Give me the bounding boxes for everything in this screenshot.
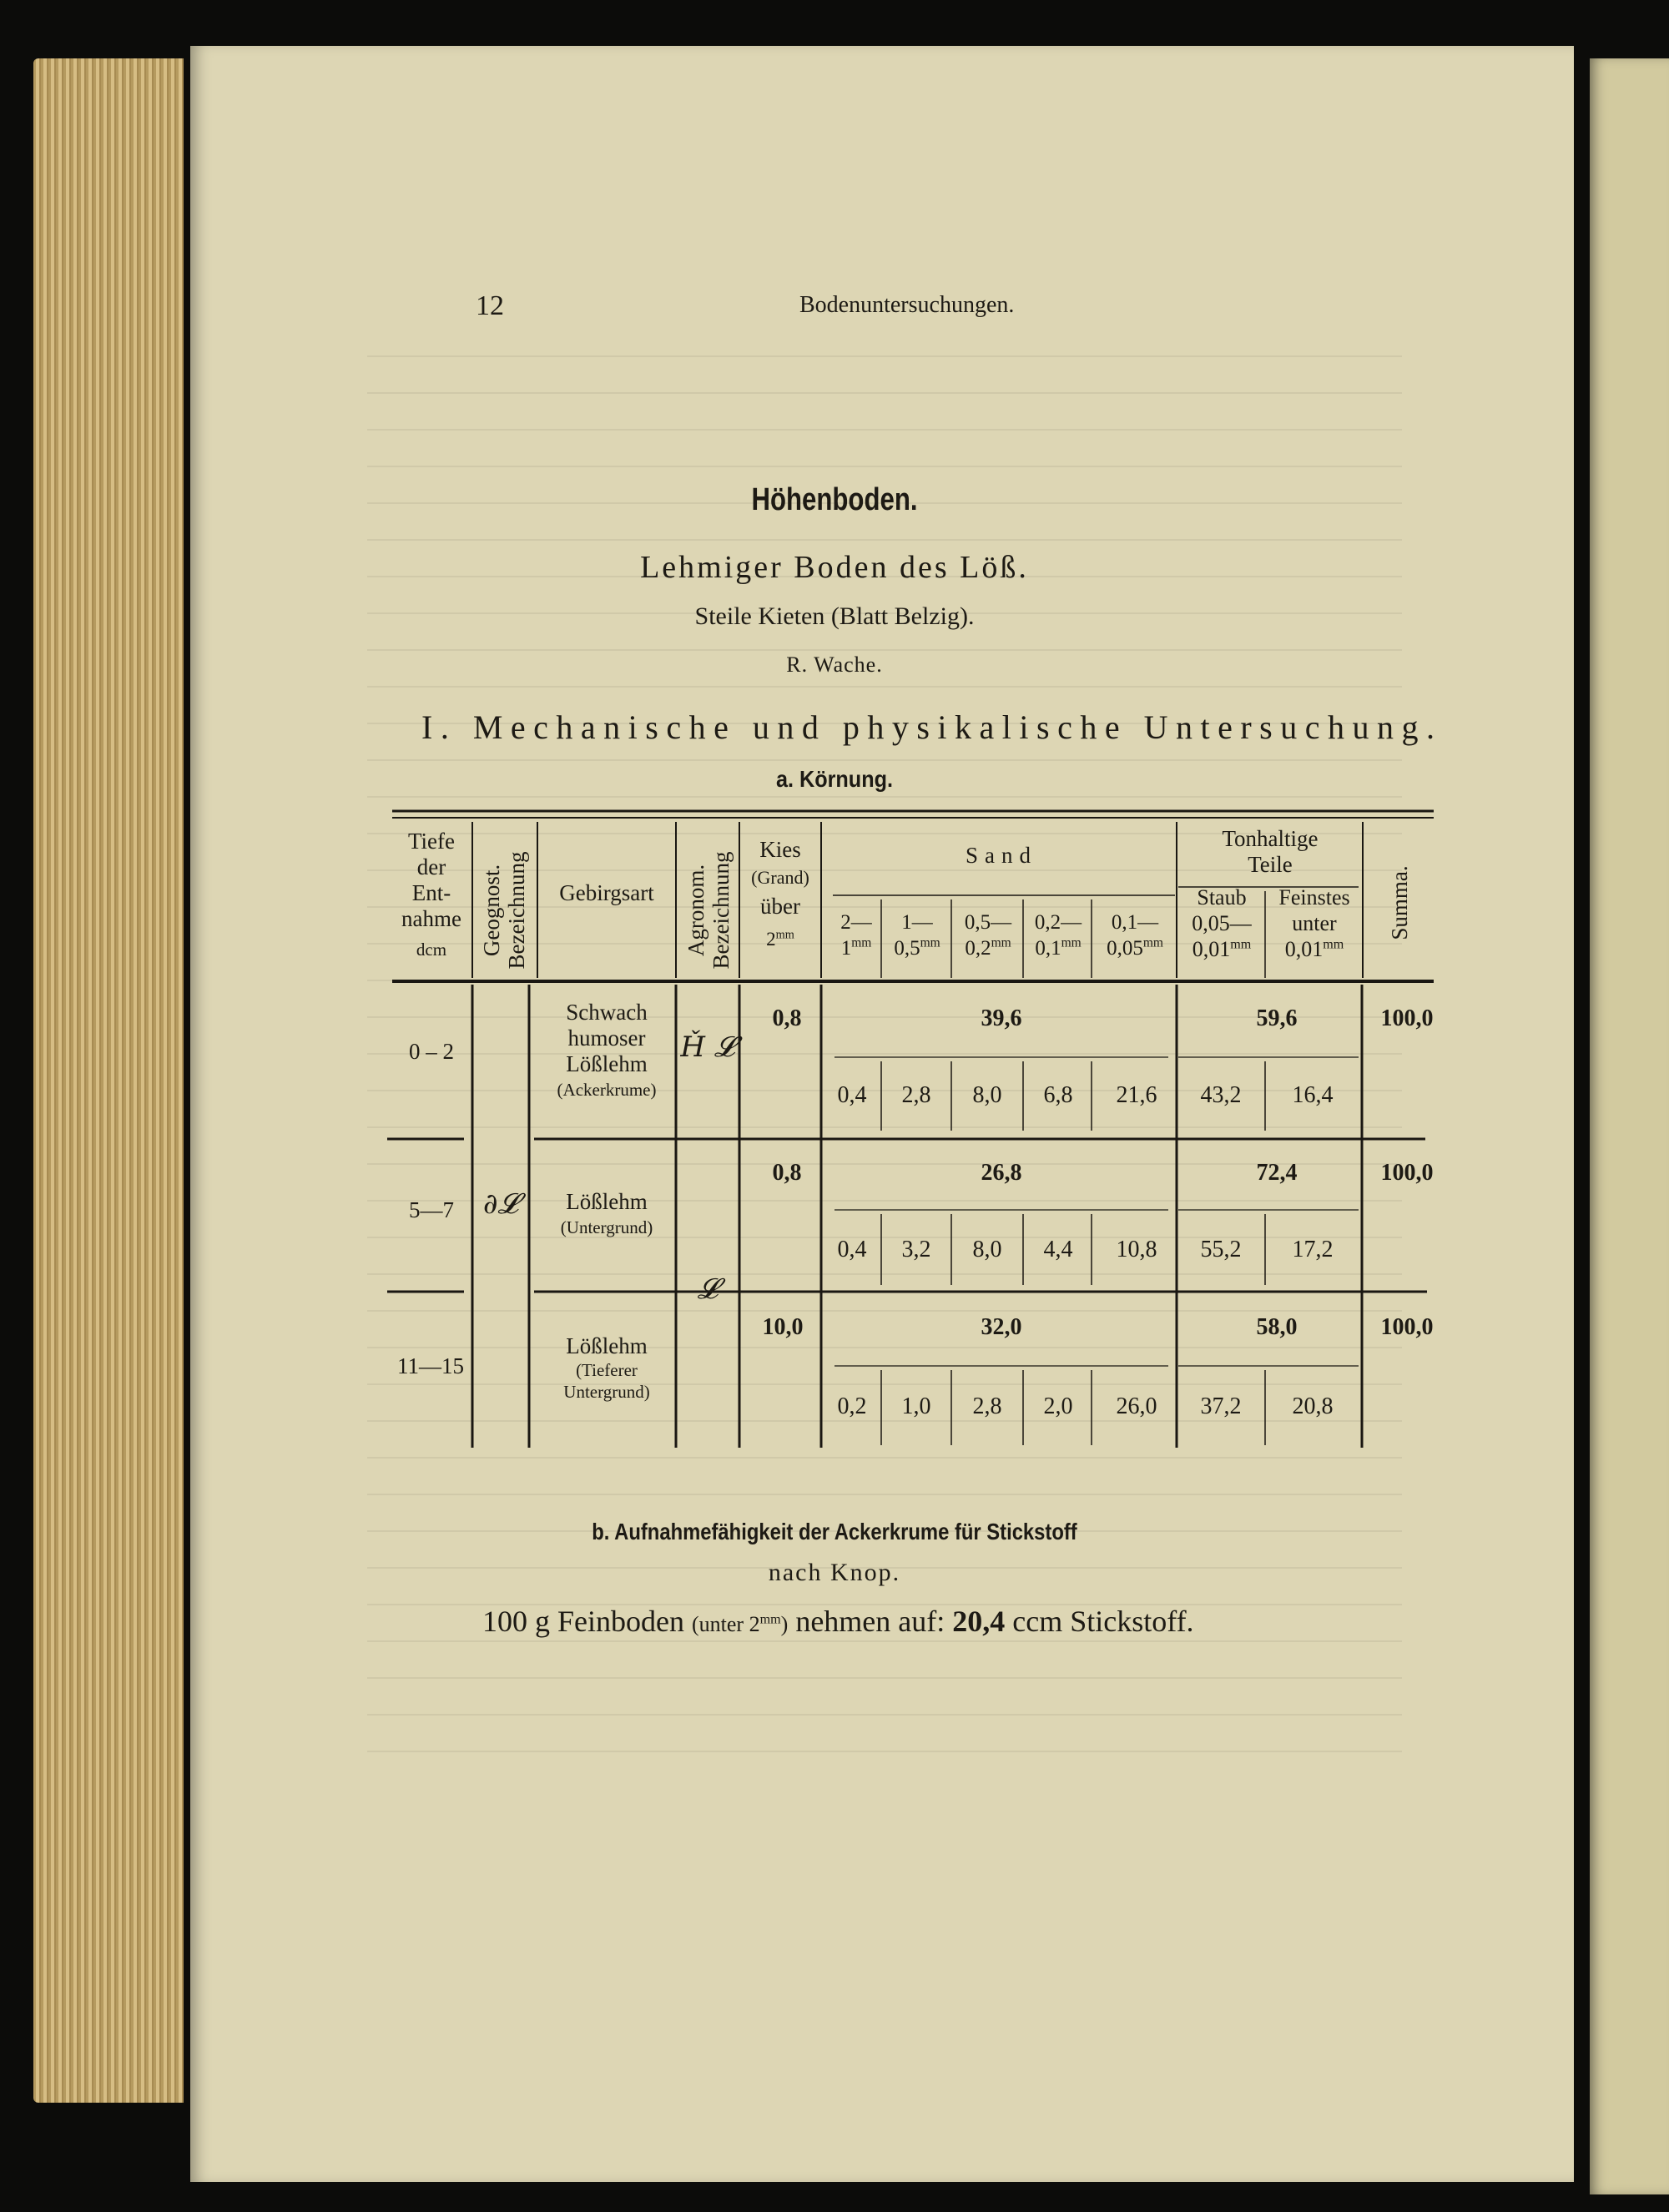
header-clay [1178, 826, 1362, 878]
row-1-depth: 0 – 2 [409, 1039, 454, 1064]
header-agronom [683, 827, 735, 994]
row-3-depth: 11—15 [397, 1353, 464, 1378]
header-sand-01-005: 0,1— $0,05^{mm}$ [1093, 909, 1177, 961]
header-rock-type: Gebirgsart [559, 880, 654, 905]
row-3-gravel: 10,0 [762, 1314, 804, 1340]
row-2-rock-type [539, 1189, 674, 1241]
row-2-rock-line-2: (Untergrund) [560, 1217, 653, 1237]
header-depth-unit: dcm [416, 940, 447, 960]
header-sand: Sand [966, 843, 1037, 868]
row-1-agronom-symbol: Ȟ 𝓛 [680, 1030, 735, 1064]
row-1-sand-01-005: 21,6 [1116, 1082, 1157, 1108]
row-2-sand-2-1: 0,4 [837, 1237, 867, 1262]
result-value: 20,4 [952, 1605, 1006, 1638]
section-b-method: nach Knop. [768, 1559, 901, 1586]
row-1-sand-2-1: 0,4 [837, 1082, 867, 1108]
header-depth-line-3: Ent- [411, 880, 451, 905]
row-1-sand-05-02: 8,0 [972, 1082, 1002, 1108]
row-3-rock-line-1: Lößlehm [566, 1333, 648, 1358]
row-2-gravel: 0,8 [772, 1160, 802, 1186]
header-gravel-line-2: (Grand) [751, 867, 809, 888]
section-b-result [482, 1604, 1194, 1639]
row-1-clay-total: 59,6 [1256, 1005, 1298, 1031]
header-sand-1-05: 1— $0,5^{mm}$ [883, 909, 951, 961]
soil-type-subtitle: Lehmiger Boden des Löß. [640, 550, 1029, 585]
agronom-symbol-lower: 𝓛 [697, 1272, 719, 1306]
row-1-sand-1-05: 2,8 [901, 1082, 931, 1108]
row-1-sand-02-01: 6,8 [1043, 1082, 1073, 1108]
row-3-clay-finest: 20,8 [1292, 1393, 1334, 1419]
row-2-clay-dust: 55,2 [1200, 1237, 1242, 1262]
row-1-gravel: 0,8 [772, 1005, 802, 1031]
header-sand-02-01-from: 0,2— [1034, 911, 1082, 934]
row-3-clay-total: 58,0 [1256, 1314, 1298, 1340]
header-sand-05-02-from: 0,5— [964, 911, 1012, 934]
row-3-rock-type [539, 1333, 674, 1403]
row-2-sand-total: 26,8 [981, 1160, 1022, 1186]
row-3-sand-2-1: 0,2 [837, 1393, 867, 1419]
header-geognost [479, 827, 531, 994]
row-1-sand-total: 39,6 [981, 1005, 1022, 1031]
row-2-depth: 5—7 [409, 1197, 454, 1222]
header-clay-finest-line-2: unter [1292, 911, 1337, 935]
row-2-sand-1-05: 3,2 [901, 1237, 931, 1262]
header-depth-line-1: Tiefe [407, 829, 455, 854]
header-sand-02-01: 0,2— $0,1^{mm}$ [1025, 909, 1092, 961]
row-3-sand-02-01: 2,0 [1043, 1393, 1073, 1419]
row-1-rock-line-2: humoser [567, 1025, 646, 1051]
page-title: Höhenboden. [751, 482, 918, 517]
row-2-sand-05-02: 8,0 [972, 1237, 1002, 1262]
header-agronom-line-1: Agronom. [683, 864, 708, 957]
row-1-rock-line-4: (Ackerkrume) [557, 1080, 657, 1100]
row-3-sum: 100,0 [1380, 1314, 1434, 1340]
section-b-heading: b. Aufnahmefähigkeit der Ackerkrume für Stickstoff [592, 1519, 1077, 1544]
header-depth-line-2: der [416, 854, 446, 879]
header-clay-line-1: Tonhaltige [1222, 826, 1319, 851]
row-2-sand-02-01: 4,4 [1043, 1237, 1073, 1262]
result-prefix: 100 g Feinboden [482, 1605, 684, 1638]
row-1-rock-line-1: Schwach [566, 1000, 648, 1025]
header-gravel-line-4: $2^{mm}$ [766, 928, 794, 950]
subsection-heading: a. Körnung. [775, 766, 893, 792]
header-sum: Summa. [1387, 865, 1412, 940]
running-title: Bodenuntersuchungen. [799, 292, 1015, 318]
header-geognost-line-2: Bezeichnung [504, 851, 529, 970]
header-clay-dust-line-2: 0,05— [1192, 911, 1252, 935]
section-heading: I. Mechanische und physikalische Untersuchung. [421, 708, 1443, 746]
row-3-sand-05-02: 2,8 [972, 1393, 1002, 1419]
row-1-clay-dust: 43,2 [1200, 1082, 1242, 1108]
header-depth [392, 829, 471, 963]
header-geognost-line-1: Geognost. [479, 864, 504, 957]
row-2-sand-01-005: 10,8 [1116, 1237, 1157, 1262]
result-unit: (unter $2^{mm}$) [691, 1612, 789, 1636]
geognost-symbol: ∂𝓛 [482, 1187, 519, 1221]
author-line: R. Wache. [786, 653, 883, 677]
row-1-rock-type [539, 1000, 674, 1103]
header-sand-01-005-from: 0,1— [1111, 911, 1159, 934]
header-clay-dust: Staub 0,05— $0,01^{mm}$ [1178, 884, 1265, 962]
row-3-sand-1-05: 1,0 [901, 1393, 931, 1419]
row-2-clay-finest: 17,2 [1292, 1237, 1334, 1262]
header-depth-line-4: nahme [401, 906, 461, 931]
header-agronom-line-2: Bezeichnung [708, 851, 734, 970]
header-sand-1-05-from: 1— [901, 911, 933, 934]
row-3-rock-line-2: (Tieferer [576, 1360, 638, 1380]
result-verb: nehmen auf: [795, 1605, 945, 1638]
header-clay-dust-line-1: Staub [1197, 885, 1247, 909]
row-3-sand-total: 32,0 [981, 1314, 1022, 1340]
header-gravel-line-3: über [760, 894, 800, 919]
page-number: 12 [476, 290, 504, 321]
row-3-sand-01-005: 26,0 [1116, 1393, 1157, 1419]
row-1-rock-line-3: Lößlehm [566, 1051, 648, 1076]
header-sand-2-1-from: 2— [840, 911, 872, 934]
header-gravel [741, 833, 819, 956]
row-2-sum: 100,0 [1380, 1160, 1434, 1186]
header-clay-finest-line-1: Feinstes [1278, 885, 1350, 909]
row-1-sum: 100,0 [1380, 1005, 1434, 1031]
row-1-clay-finest: 16,4 [1292, 1082, 1334, 1108]
row-3-rock-line-3: Untergrund) [563, 1382, 650, 1402]
location-line: Steile Kieten (Blatt Belzig). [694, 602, 975, 630]
row-3-clay-dust: 37,2 [1200, 1393, 1242, 1419]
header-sand-05-02: 0,5— $0,2^{mm}$ [953, 909, 1023, 961]
header-clay-line-2: Teile [1248, 852, 1293, 877]
header-sand-2-1: 2— $1^{mm}$ [831, 909, 881, 961]
row-2-rock-line-1: Lößlehm [566, 1189, 648, 1214]
header-clay-finest: Feinstes unter $0,01^{mm}$ [1265, 884, 1364, 962]
header-gravel-line-1: Kies [759, 837, 801, 862]
row-2-clay-total: 72,4 [1256, 1160, 1298, 1186]
result-suffix: ccm Stickstoff. [1012, 1605, 1194, 1638]
